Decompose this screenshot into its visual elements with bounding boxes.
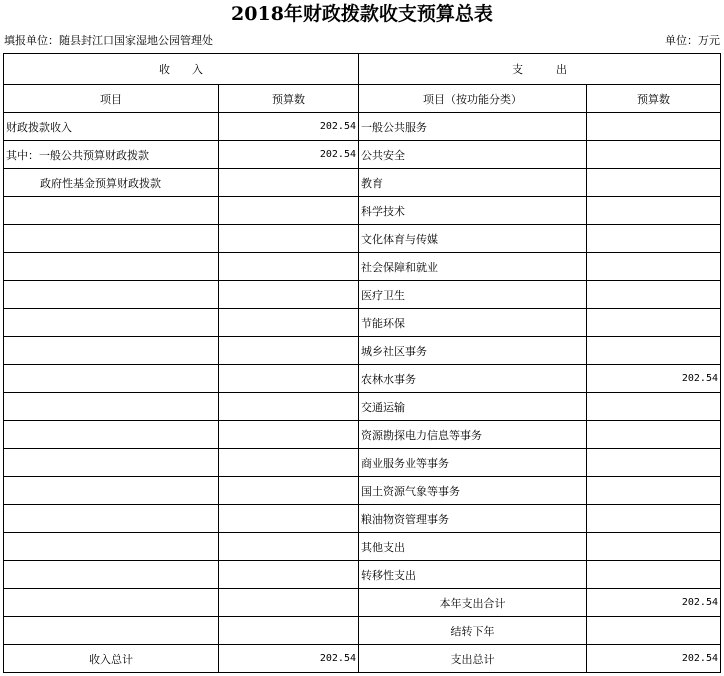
table-row — [4, 505, 721, 533]
income-item-cell — [4, 617, 219, 645]
income-budget-cell — [219, 449, 359, 477]
income-item-cell — [4, 337, 219, 365]
expense-item-cell: 农林水事务 — [359, 365, 587, 393]
table-row — [4, 449, 721, 477]
expense-item-cell: 医疗卫生 — [359, 281, 587, 309]
table-row — [4, 589, 721, 617]
page-title: 2018年财政拨款收支预算总表 — [231, 3, 493, 25]
income-budget-cell: 202.54 — [219, 645, 359, 673]
table-row — [4, 645, 721, 673]
expense-budget-header: 预算数 — [587, 85, 721, 113]
income-item-cell — [4, 533, 219, 561]
table-row — [4, 477, 721, 505]
table-row — [4, 197, 721, 225]
income-item-cell — [4, 505, 219, 533]
income-budget-cell — [219, 253, 359, 281]
table-row — [4, 281, 721, 309]
income-item-cell — [4, 589, 219, 617]
table-row — [4, 393, 721, 421]
expense-item-cell: 支出总计 — [359, 645, 587, 673]
budget-table — [3, 53, 721, 673]
expense-budget-cell — [587, 197, 721, 225]
income-budget-header: 预算数 — [219, 85, 359, 113]
table-row — [4, 561, 721, 589]
table-row — [4, 141, 721, 169]
expense-budget-cell — [587, 533, 721, 561]
income-item-cell — [4, 281, 219, 309]
income-item-cell: 政府性基金预算财政拨款 — [4, 169, 219, 197]
table-row — [4, 337, 721, 365]
income-budget-cell — [219, 617, 359, 645]
income-item-cell: 收入总计 — [4, 645, 219, 673]
table-row — [4, 113, 721, 141]
income-budget-cell — [219, 533, 359, 561]
expense-item-cell: 商业服务业等事务 — [359, 449, 587, 477]
column-header-row — [4, 85, 721, 113]
expense-item-cell: 国土资源气象等事务 — [359, 477, 587, 505]
income-budget-cell — [219, 589, 359, 617]
income-budget-cell — [219, 505, 359, 533]
expense-item-cell: 其他支出 — [359, 533, 587, 561]
table-row — [4, 225, 721, 253]
expense-item-cell: 公共安全 — [359, 141, 587, 169]
table-row — [4, 421, 721, 449]
income-budget-cell — [219, 561, 359, 589]
expense-budget-cell — [587, 141, 721, 169]
expense-item-cell: 一般公共服务 — [359, 113, 587, 141]
expense-item-cell: 文化体育与传媒 — [359, 225, 587, 253]
expense-budget-cell — [587, 169, 721, 197]
expense-budget-cell — [587, 393, 721, 421]
expense-budget-cell: 202.54 — [587, 645, 721, 673]
income-budget-cell — [219, 225, 359, 253]
expense-budget-cell — [587, 477, 721, 505]
expense-budget-cell — [587, 337, 721, 365]
expense-item-header: 项目（按功能分类） — [359, 85, 587, 113]
expense-budget-cell: 202.54 — [587, 365, 721, 393]
expense-budget-cell — [587, 505, 721, 533]
expense-budget-cell — [587, 281, 721, 309]
income-item-cell — [4, 561, 219, 589]
table-row — [4, 309, 721, 337]
income-budget-cell — [219, 309, 359, 337]
table-row — [4, 617, 721, 645]
table-row — [4, 533, 721, 561]
income-item-cell: 财政拨款收入 — [4, 113, 219, 141]
expense-item-cell: 教育 — [359, 169, 587, 197]
currency-unit: 单位：万元 — [665, 34, 720, 47]
expense-item-cell: 结转下年 — [359, 617, 587, 645]
expense-item-cell: 交通运输 — [359, 393, 587, 421]
expense-item-cell: 社会保障和就业 — [359, 253, 587, 281]
expense-item-cell: 科学技术 — [359, 197, 587, 225]
expense-budget-cell — [587, 113, 721, 141]
expense-budget-cell — [587, 421, 721, 449]
expense-item-cell: 城乡社区事务 — [359, 337, 587, 365]
expense-item-cell: 资源勘探电力信息等事务 — [359, 421, 587, 449]
income-budget-cell: 202.54 — [219, 113, 359, 141]
expense-item-cell: 节能环保 — [359, 309, 587, 337]
table-row — [4, 253, 721, 281]
income-budget-cell — [219, 477, 359, 505]
expense-budget-cell — [587, 253, 721, 281]
income-item-cell: 其中：一般公共预算财政拨款 — [4, 141, 219, 169]
income-budget-cell — [219, 169, 359, 197]
income-item-cell — [4, 449, 219, 477]
income-section-header: 收 入 — [4, 54, 359, 85]
income-item-cell — [4, 225, 219, 253]
income-item-cell — [4, 309, 219, 337]
section-header-row — [4, 54, 721, 85]
expense-section-header: 支 出 — [359, 54, 721, 85]
table-row — [4, 169, 721, 197]
reporting-unit: 填报单位：随县封江口国家湿地公园管理处 — [4, 34, 213, 47]
income-item-cell — [4, 365, 219, 393]
expense-item-cell: 本年支出合计 — [359, 589, 587, 617]
income-budget-cell — [219, 393, 359, 421]
income-item-cell — [4, 197, 219, 225]
table-row — [4, 365, 721, 393]
expense-budget-cell — [587, 561, 721, 589]
expense-budget-cell: 202.54 — [587, 589, 721, 617]
income-budget-cell — [219, 421, 359, 449]
income-item-header: 项目 — [4, 85, 219, 113]
expense-budget-cell — [587, 617, 721, 645]
expense-budget-cell — [587, 225, 721, 253]
income-item-cell — [4, 477, 219, 505]
income-budget-cell: 202.54 — [219, 141, 359, 169]
expense-item-cell: 转移性支出 — [359, 561, 587, 589]
expense-budget-cell — [587, 309, 721, 337]
expense-item-cell: 粮油物资管理事务 — [359, 505, 587, 533]
income-budget-cell — [219, 365, 359, 393]
income-budget-cell — [219, 337, 359, 365]
income-budget-cell — [219, 281, 359, 309]
income-item-cell — [4, 393, 219, 421]
expense-budget-cell — [587, 449, 721, 477]
income-budget-cell — [219, 197, 359, 225]
income-item-cell — [4, 253, 219, 281]
income-item-cell — [4, 421, 219, 449]
